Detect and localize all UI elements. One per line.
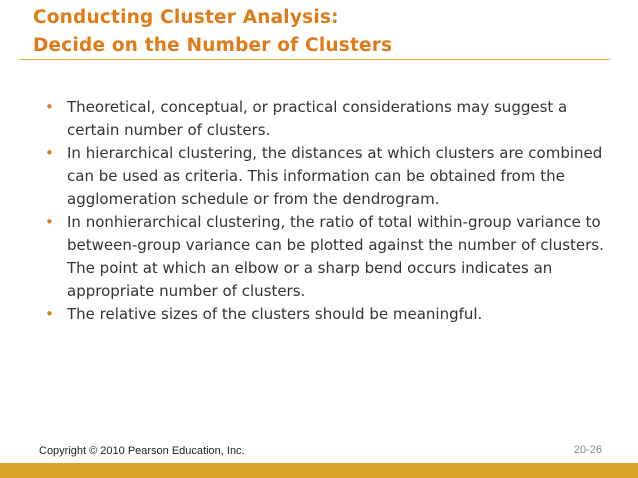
- bullet-item: [45, 142, 615, 211]
- bullet-text: In hierarchical clustering, the distances at which clusters are combined can be used as criteria. This information can be obtained from the agglomeration schedule or from the dendrogram.: [67, 144, 603, 208]
- bullet-text: The relative sizes of the clusters should be meaningful.: [67, 305, 483, 323]
- bullet-item: [45, 211, 615, 303]
- bullet-text: In nonhierarchical clustering, the ratio of total within-group variance to between-group variance can be plotted against the number of clusters. The point at which an elbow or a sharp bend occurs indicates an appropriate number of clusters.: [67, 213, 604, 300]
- slide-title-line-1: Conducting Cluster Analysis:: [33, 7, 339, 28]
- bullet-dot-icon: •: [45, 213, 54, 231]
- bullet-dot-icon: •: [45, 144, 54, 162]
- bullet-item: [45, 96, 615, 142]
- bullet-item: [45, 303, 615, 326]
- bullet-list: [45, 96, 615, 326]
- page-number: 20-26: [573, 444, 602, 456]
- bullet-dot-icon: •: [45, 305, 54, 323]
- copyright-notice: Copyright © 2010 Pearson Education, Inc.: [39, 445, 245, 457]
- slide-title-line-2: Decide on the Number of Clusters: [33, 35, 393, 56]
- bullet-text: Theoretical, conceptual, or practical considerations may suggest a certain number of clusters.: [67, 98, 568, 139]
- slide-title: [33, 4, 623, 60]
- bottom-accent-bar: [0, 463, 638, 478]
- title-divider: [20, 59, 610, 60]
- bullet-dot-icon: •: [45, 98, 54, 116]
